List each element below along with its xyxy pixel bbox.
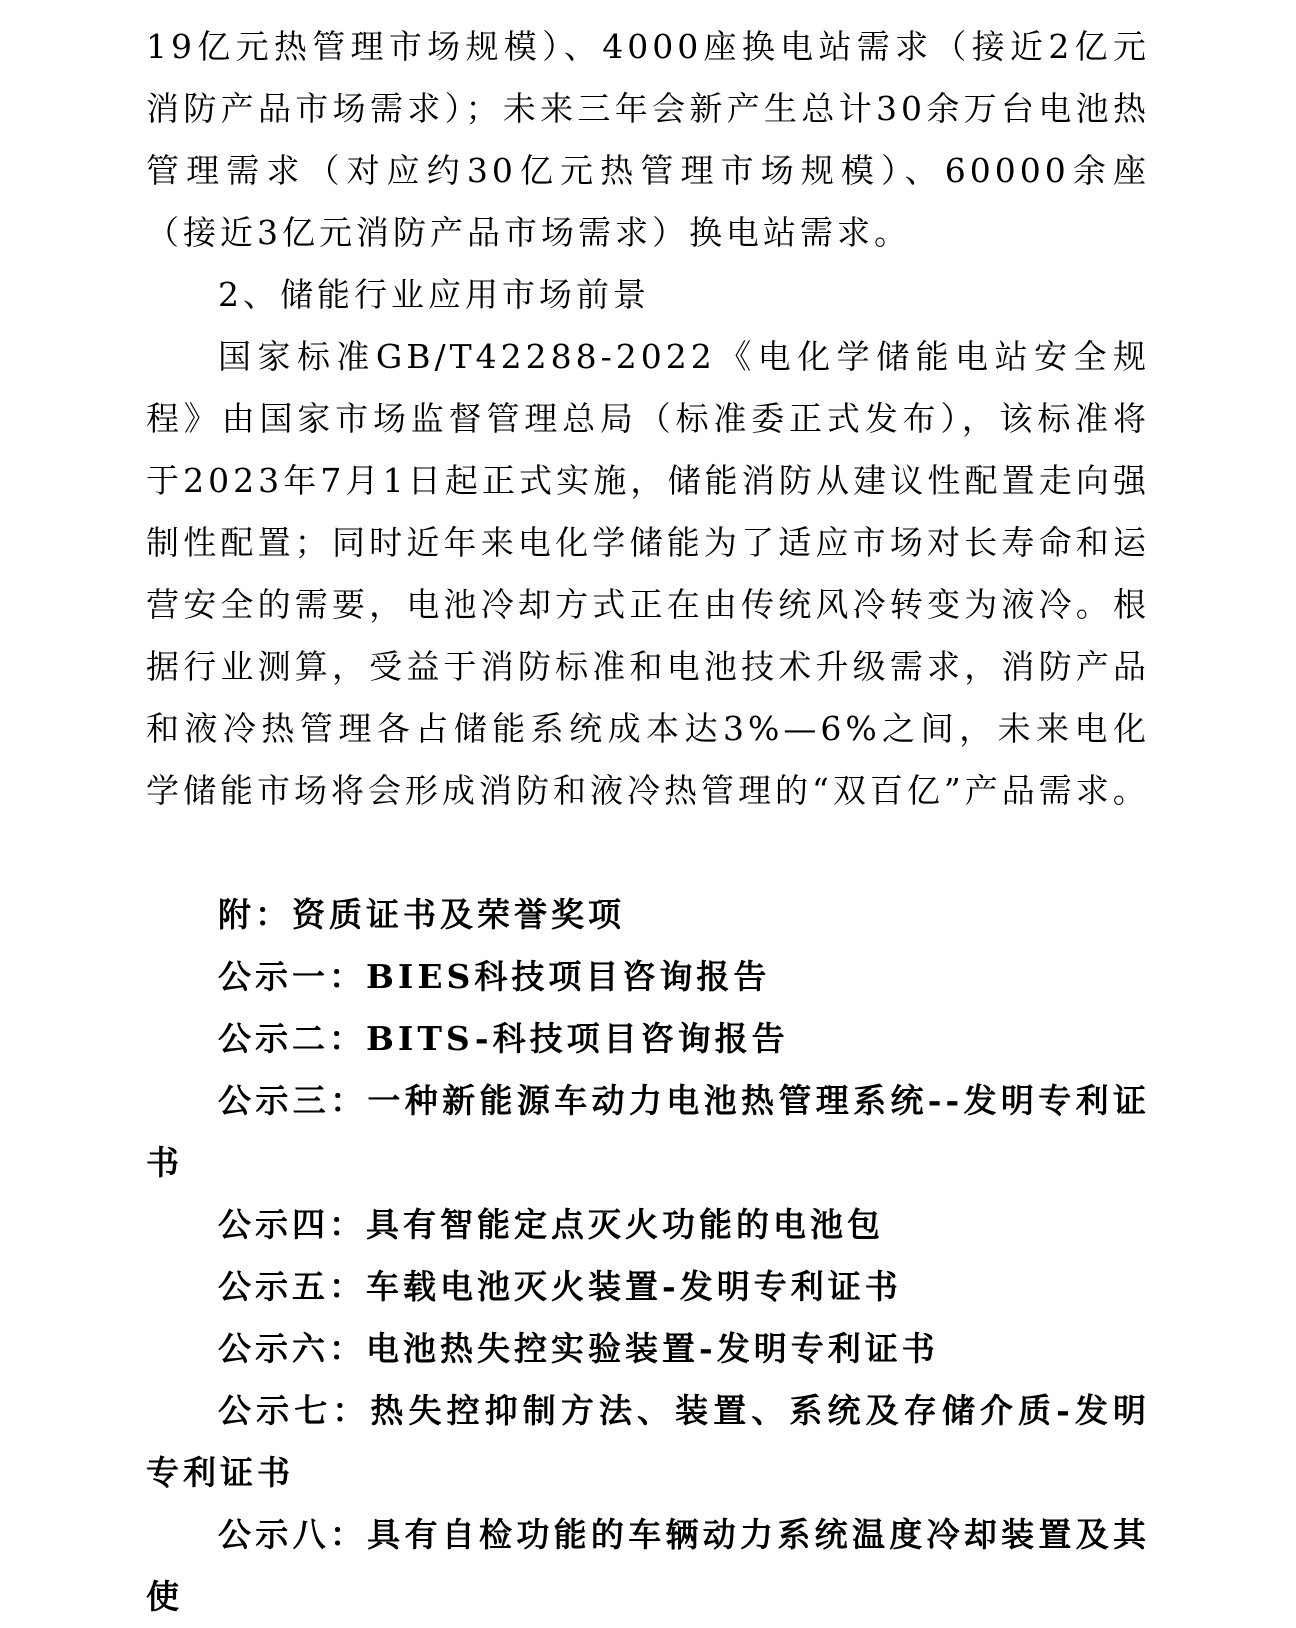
- appendix-item-7: 公示七：热失控抑制方法、装置、系统及存储介质-发明专利证书: [146, 1391, 1150, 1492]
- appendix-title: 附：资质证书及荣誉奖项: [218, 895, 625, 934]
- appendix-item-2: 公示二：BITS-科技项目咨询报告: [218, 1019, 789, 1058]
- appendix-item-8: 公示八：具有自检功能的车辆动力系统温度冷却装置及其使: [146, 1515, 1150, 1616]
- document-page: [146, 16, 1150, 1628]
- section-heading-energy-storage: 2、储能行业应用市场前景: [218, 275, 650, 314]
- appendix-item-1: 公示一：BIES科技项目咨询报告: [218, 957, 771, 996]
- appendix-item-3: 公示三：一种新能源车动力电池热管理系统--发明专利证书: [146, 1081, 1150, 1182]
- appendix-item-6: 公示六：电池热失控实验装置-发明专利证书: [218, 1329, 939, 1368]
- appendix-item-4: 公示四：具有智能定点灭火功能的电池包: [218, 1205, 884, 1244]
- paragraph-energy-storage-outlook: 国家标准GB/T42288-2022《电化学储能电站安全规程》由国家市场监督管理总局（标准委正式发布），该标准将于2023年7月1日起正式实施，储能消防从建议性配置走向强制性配置；同时近年来电化学储能为了适应市场对长寿命和运营安全的需要，电池冷却方式正在由传统风冷转变为液冷。根据行业测算，受益于消防标准和电池技术升级需求，消防产品和液冷热管理各占储能系统成本达3%—6%之间，未来电化学储能市场将会形成消防和液冷热管理的“双百亿”产品需求。: [146, 337, 1150, 810]
- blank-line: [146, 822, 1150, 884]
- appendix-item-5: 公示五：车载电池灭火装置-发明专利证书: [218, 1267, 902, 1306]
- paragraph-ev-market-continued: 19亿元热管理市场规模）、4000座换电站需求（接近2亿元消防产品市场需求）；未来三年会新产生总计30余万台电池热管理需求（对应约30亿元热管理市场规模）、60000余座（接近3亿元消防产品市场需求）换电站需求。: [146, 27, 1150, 252]
